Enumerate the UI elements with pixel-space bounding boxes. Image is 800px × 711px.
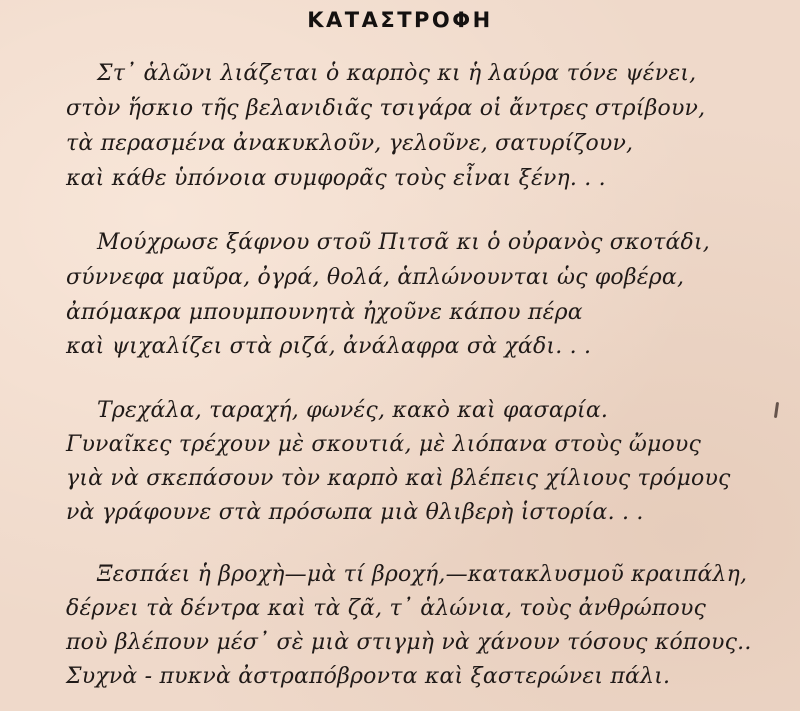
poem-line: στὸν ἥσκιο τῆς βελανιδιᾶς τσιγάρα οἱ ἄντρες στρίβουν, [66,96,706,121]
ink-speck [774,402,779,418]
poem-line: Ξεσπάει ἡ βροχὴ—μὰ τί βροχή,—κατακλυσμοῦ κραιπάλη, [97,562,748,587]
poem-line: δέρνει τὰ δέντρα καὶ τὰ ζᾶ, τ᾽ ἁλώνια, τοὺς ἀνθρώπους [66,596,707,621]
poem-line: Μούχρωσε ξάφνου στοῦ Πιτσᾶ κι ὁ οὐρανὸς σκοτάδι, [97,230,710,255]
poem-line: γιὰ νὰ σκεπάσουν τὸν καρπὸ καὶ βλέπεις χίλιους τρόμους [66,466,731,491]
poem-line: Συχνὰ - πυκνὰ ἀστραπόβροντα καὶ ξαστερώνει πάλι. [66,664,671,689]
poem-line: καὶ ψιχαλίζει στὰ ριζά, ἀνάλαφρα σὰ χάδι. . . [66,334,592,359]
poem-line: τὰ περασμένα ἀνακυκλοῦν, γελοῦνε, σατυρίζουν, [66,131,634,156]
poem-line: Στ᾽ ἁλῶνι λιάζεται ὁ καρπὸς κι ἡ λαύρα τόνε ψένει, [97,61,697,86]
poem-line: Γυναῖκες τρέχουν μὲ σκουτιά, μὲ λιόπανα στοὺς ὤμους [66,432,702,457]
poem-line: καὶ κάθε ὑπόνοια συμφορᾶς τοὺς εἶναι ξένη. . . [66,166,606,191]
poem-line: νὰ γράφουνε στὰ πρόσωπα μιὰ θλιβερὴ ἱστορία. . . [66,500,644,525]
poem-line: Τρεχάλα, ταραχή, φωνές, κακὸ καὶ φασαρία. [97,398,609,423]
poem-line: ἀπόμακρα μπουμπουνητὰ ἠχοῦνε κάπου πέρα [66,300,583,325]
poem-line: σύννεφα μαῦρα, ὀγρά, θολά, ἁπλώνουνται ὡς φοβέρα, [66,265,685,290]
poem-line: ποὺ βλέπουν μέσ᾽ σὲ μιὰ στιγμὴ νὰ χάνουν τόσους κόπους.. [66,630,752,655]
poem-title: ΚΑΤΑΣΤΡΟΦΗ [307,8,493,32]
